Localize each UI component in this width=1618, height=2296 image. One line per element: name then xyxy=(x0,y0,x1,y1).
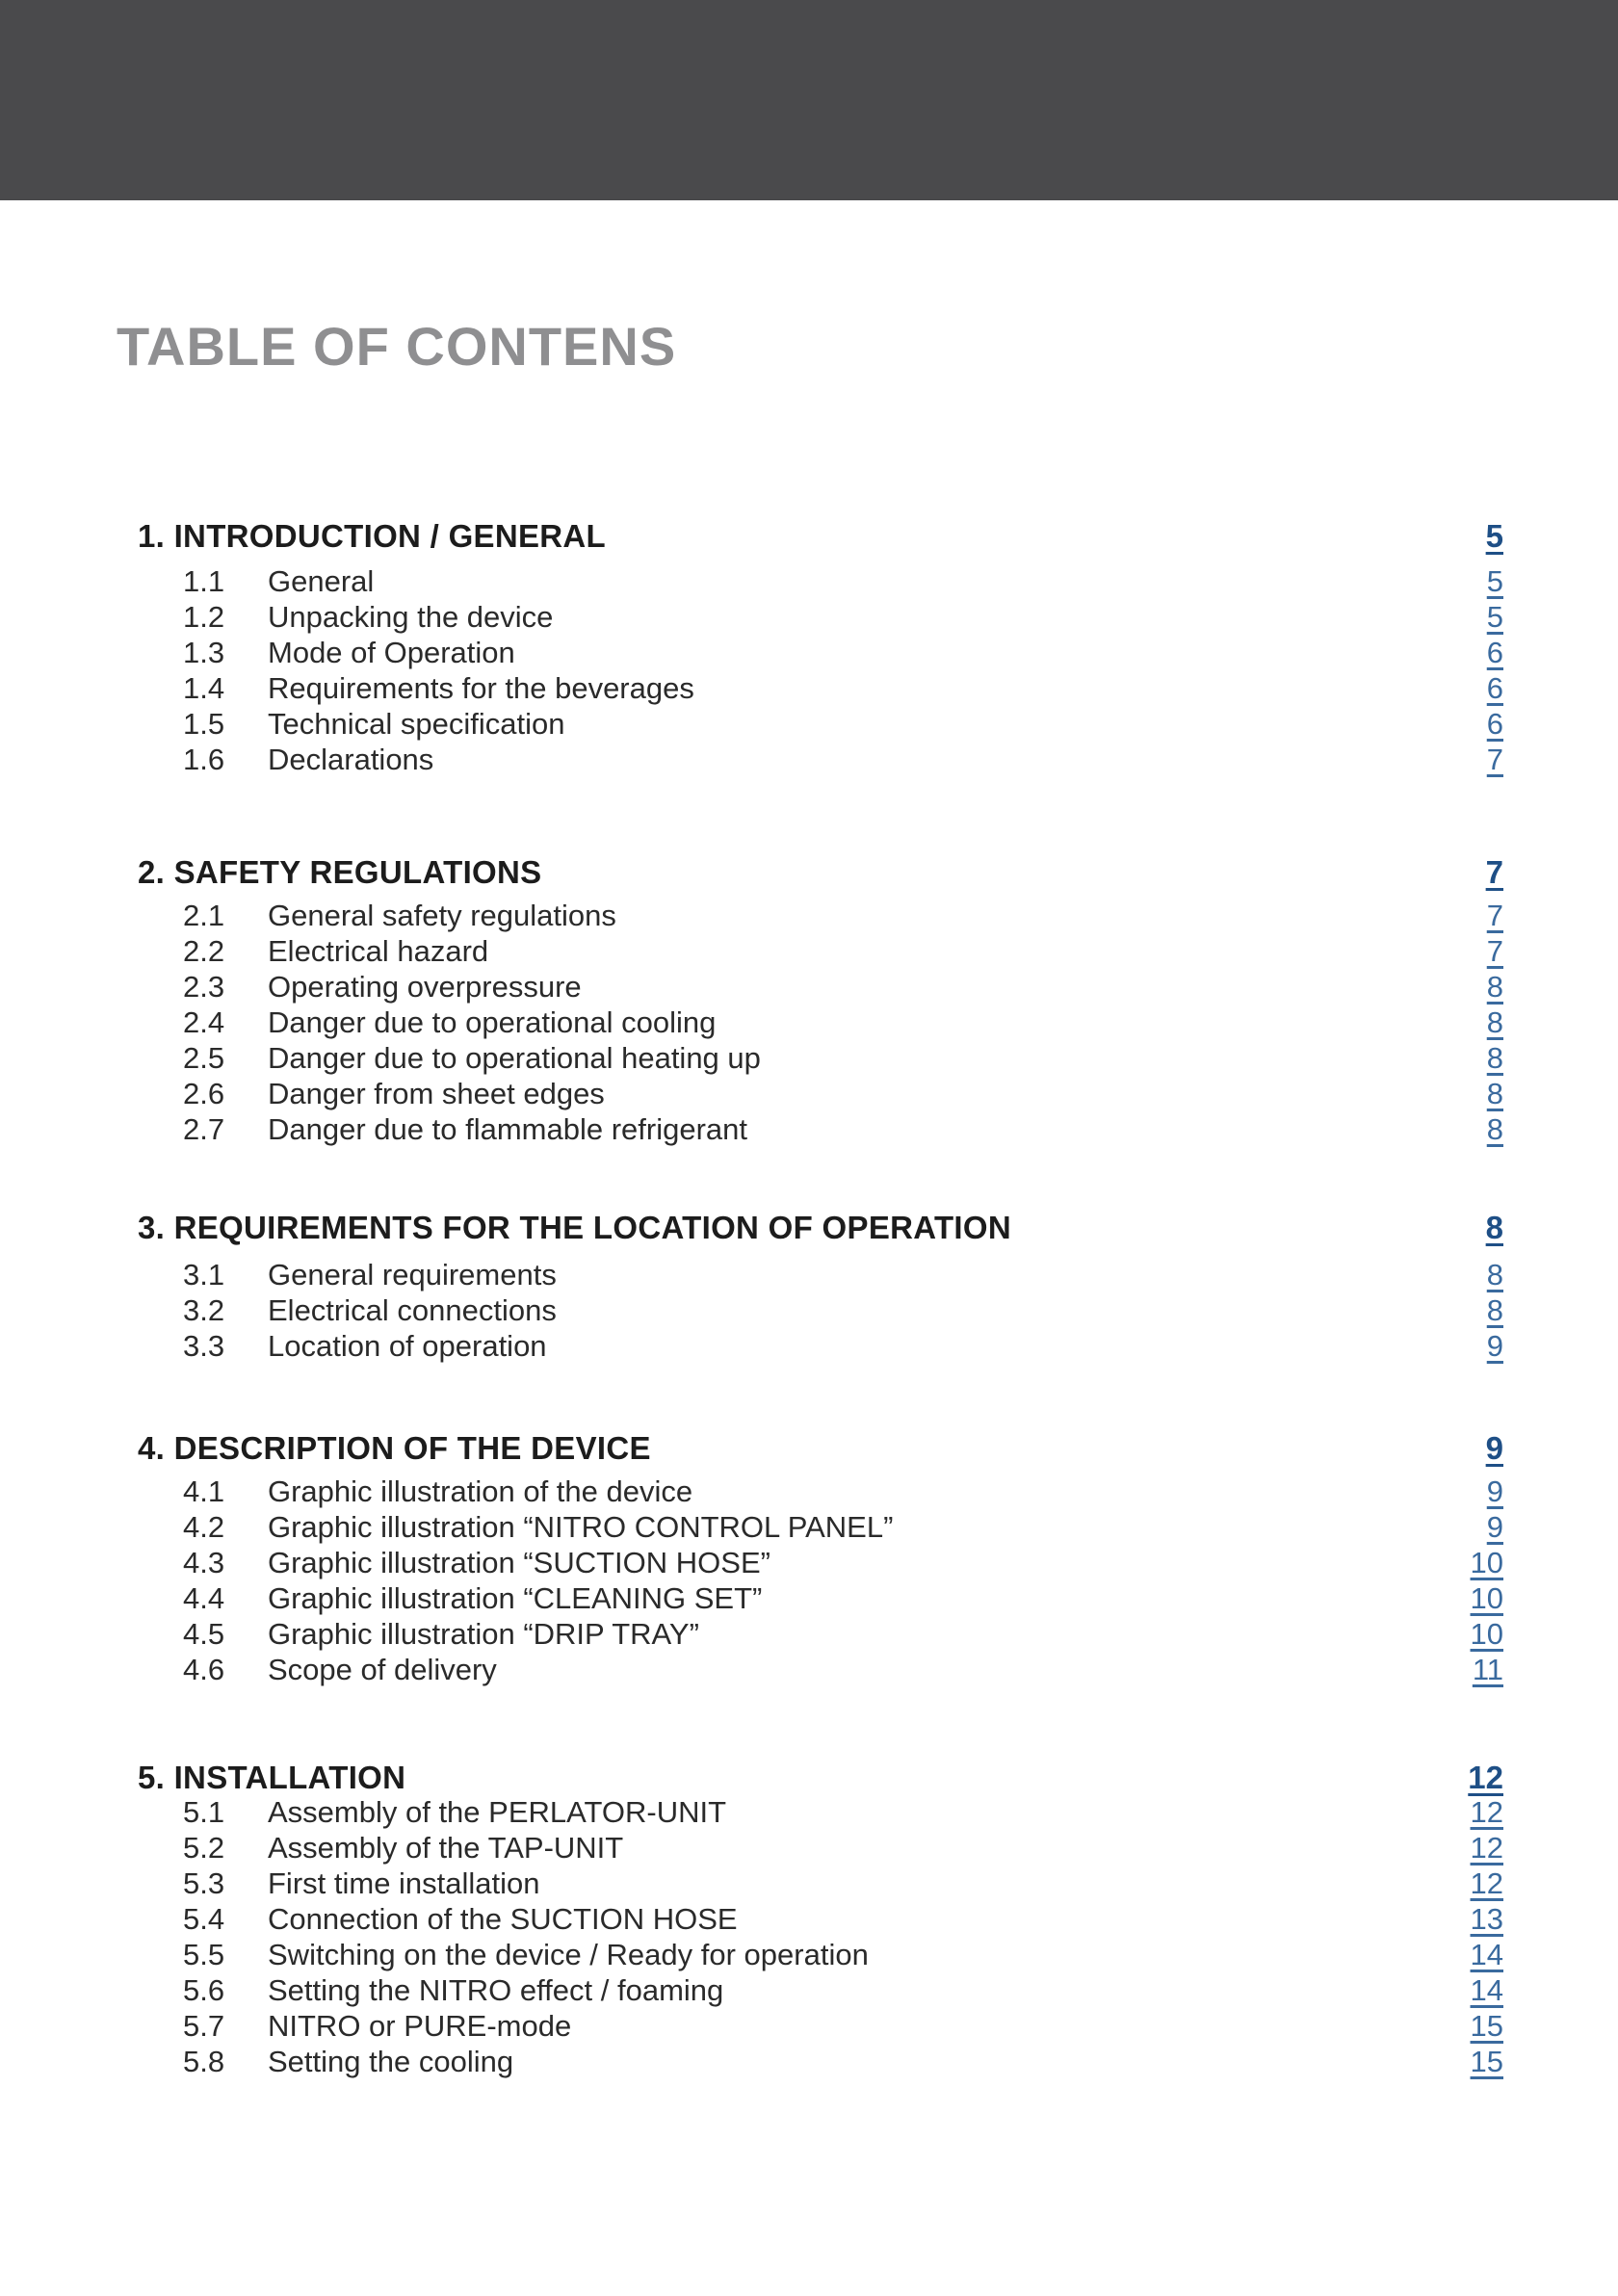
item-number: 5.7 xyxy=(183,2009,225,2043)
item-title[interactable]: Graphic illustration “SUCTION HOSE” xyxy=(268,1546,770,1579)
item-number: 3.1 xyxy=(183,1258,225,1292)
item-title[interactable]: Setting the cooling xyxy=(268,2045,514,2078)
item-page-link[interactable]: 14 xyxy=(1470,1938,1503,1971)
toc-item[interactable] xyxy=(0,1866,1618,1901)
item-number: 4.5 xyxy=(183,1617,225,1651)
toc-item[interactable] xyxy=(0,1257,1618,1292)
toc-item[interactable] xyxy=(0,670,1618,706)
item-title[interactable]: Switching on the device / Ready for operation xyxy=(268,1938,869,1971)
item-title[interactable]: Electrical connections xyxy=(268,1293,557,1327)
item-page-link[interactable]: 8 xyxy=(1486,1005,1503,1039)
toc-item[interactable] xyxy=(0,2044,1618,2079)
item-title[interactable]: Graphic illustration of the device xyxy=(268,1474,693,1508)
toc-item[interactable] xyxy=(0,1830,1618,1866)
item-number: 4.2 xyxy=(183,1510,225,1544)
item-page-link[interactable]: 8 xyxy=(1486,1112,1503,1146)
section-page-link[interactable]: 7 xyxy=(1485,854,1503,890)
item-number: 1.2 xyxy=(183,600,225,634)
item-page-link[interactable]: 5 xyxy=(1486,600,1503,634)
item-title[interactable]: Unpacking the device xyxy=(268,600,554,634)
toc-item[interactable] xyxy=(0,1652,1618,1687)
item-number: 4.1 xyxy=(183,1474,225,1508)
item-number: 1.4 xyxy=(183,671,225,705)
item-number: 5.8 xyxy=(183,2045,225,2078)
item-page-link[interactable]: 7 xyxy=(1486,743,1503,776)
item-number: 1.1 xyxy=(183,564,225,598)
toc-item[interactable] xyxy=(0,1474,1618,1509)
toc-item[interactable] xyxy=(0,563,1618,599)
item-page-link[interactable]: 9 xyxy=(1486,1329,1503,1363)
item-page-link[interactable]: 9 xyxy=(1486,1474,1503,1508)
item-title[interactable]: Scope of delivery xyxy=(268,1653,497,1686)
item-title[interactable]: Danger due to flammable refrigerant xyxy=(268,1112,747,1146)
toc-item[interactable] xyxy=(0,1580,1618,1616)
item-page-link[interactable]: 8 xyxy=(1486,970,1503,1004)
toc-item[interactable] xyxy=(0,742,1618,777)
item-number: 5.1 xyxy=(183,1795,225,1829)
item-title[interactable]: First time installation xyxy=(268,1866,540,1900)
item-number: 3.2 xyxy=(183,1293,225,1327)
item-title[interactable]: Graphic illustration “DRIP TRAY” xyxy=(268,1617,699,1651)
item-number: 1.6 xyxy=(183,743,225,776)
item-page-link[interactable]: 8 xyxy=(1486,1041,1503,1075)
section-heading[interactable]: 1. INTRODUCTION / GENERAL xyxy=(138,518,607,554)
item-number: 2.6 xyxy=(183,1077,225,1110)
item-page-link[interactable]: 10 xyxy=(1470,1546,1503,1579)
section-heading[interactable]: 5. INSTALLATION xyxy=(138,1760,406,1795)
item-page-link[interactable]: 8 xyxy=(1486,1293,1503,1327)
toc-item[interactable] xyxy=(0,1111,1618,1147)
toc-item[interactable] xyxy=(0,1794,1618,1830)
toc-item[interactable] xyxy=(0,2008,1618,2044)
item-page-link[interactable]: 7 xyxy=(1486,899,1503,932)
item-page-link[interactable]: 14 xyxy=(1470,1973,1503,2007)
toc-item[interactable] xyxy=(0,1328,1618,1364)
item-title[interactable]: Electrical hazard xyxy=(268,934,489,968)
item-title[interactable]: Graphic illustration “NITRO CONTROL PANEL” xyxy=(268,1510,894,1544)
item-page-link[interactable]: 9 xyxy=(1486,1510,1503,1544)
item-number: 4.6 xyxy=(183,1653,225,1686)
item-number: 2.7 xyxy=(183,1112,225,1146)
item-title[interactable]: Connection of the SUCTION HOSE xyxy=(268,1902,738,1936)
item-number: 5.6 xyxy=(183,1973,225,2007)
item-title[interactable]: NITRO or PURE-mode xyxy=(268,2009,572,2043)
item-page-link[interactable]: 12 xyxy=(1470,1795,1503,1829)
item-number: 2.2 xyxy=(183,934,225,968)
toc-item[interactable] xyxy=(0,1040,1618,1076)
item-number: 1.3 xyxy=(183,636,225,669)
item-page-link[interactable]: 6 xyxy=(1486,671,1503,705)
toc-item[interactable] xyxy=(0,969,1618,1004)
toc-item[interactable] xyxy=(0,1616,1618,1652)
item-title[interactable]: Location of operation xyxy=(268,1329,547,1363)
item-number: 4.4 xyxy=(183,1581,225,1615)
item-title[interactable]: Danger due to operational heating up xyxy=(268,1041,761,1075)
item-title[interactable]: Graphic illustration “CLEANING SET” xyxy=(268,1581,763,1615)
page-title: TABLE OF CONTENS xyxy=(117,316,677,377)
item-page-link[interactable]: 6 xyxy=(1486,707,1503,741)
item-page-link[interactable]: 10 xyxy=(1470,1617,1503,1651)
item-title[interactable]: General xyxy=(268,564,375,598)
item-page-link[interactable]: 5 xyxy=(1486,564,1503,598)
toc-item[interactable] xyxy=(0,1292,1618,1328)
item-title[interactable]: Assembly of the TAP-UNIT xyxy=(268,1831,624,1865)
item-page-link[interactable]: 15 xyxy=(1470,2045,1503,2078)
item-number: 5.3 xyxy=(183,1866,225,1900)
section-heading[interactable]: 3. REQUIREMENTS FOR THE LOCATION OF OPERATION xyxy=(138,1210,1011,1245)
item-title[interactable]: Danger due to operational cooling xyxy=(268,1005,717,1039)
item-title[interactable]: Mode of Operation xyxy=(268,636,515,669)
item-number: 3.3 xyxy=(183,1329,225,1363)
item-title[interactable]: General safety regulations xyxy=(268,899,616,932)
item-page-link[interactable]: 7 xyxy=(1486,934,1503,968)
toc-item[interactable] xyxy=(0,599,1618,635)
section-page-link[interactable]: 12 xyxy=(1468,1760,1503,1795)
toc-item[interactable] xyxy=(0,1545,1618,1580)
item-title[interactable]: Operating overpressure xyxy=(268,970,582,1004)
section-page-link[interactable]: 5 xyxy=(1485,518,1503,554)
toc-item[interactable] xyxy=(0,1972,1618,2008)
section-page-link[interactable]: 9 xyxy=(1485,1430,1503,1466)
toc-item[interactable] xyxy=(0,933,1618,969)
toc-item[interactable] xyxy=(0,1076,1618,1111)
item-number: 2.5 xyxy=(183,1041,225,1075)
item-page-link[interactable]: 10 xyxy=(1470,1581,1503,1615)
item-title[interactable]: Danger from sheet edges xyxy=(268,1077,605,1110)
toc-section-heading-row[interactable] xyxy=(0,1429,1618,1465)
item-number: 5.4 xyxy=(183,1902,225,1936)
toc-item[interactable] xyxy=(0,1901,1618,1937)
item-number: 5.5 xyxy=(183,1938,225,1971)
item-number: 4.3 xyxy=(183,1546,225,1579)
item-title[interactable]: Declarations xyxy=(268,743,434,776)
toc-section-heading-row[interactable] xyxy=(0,1759,1618,1794)
item-page-link[interactable]: 15 xyxy=(1470,2009,1503,2043)
toc-item[interactable] xyxy=(0,1509,1618,1545)
item-page-link[interactable]: 8 xyxy=(1486,1258,1503,1292)
item-title[interactable]: Assembly of the PERLATOR-UNIT xyxy=(268,1795,727,1829)
item-number: 1.5 xyxy=(183,707,225,741)
section-heading[interactable]: 4. DESCRIPTION OF THE DEVICE xyxy=(138,1430,651,1466)
item-title[interactable]: Requirements for the beverages xyxy=(268,671,694,705)
item-page-link[interactable]: 11 xyxy=(1472,1653,1503,1686)
section-page-link[interactable]: 8 xyxy=(1485,1210,1503,1245)
section-heading[interactable]: 2. SAFETY REGULATIONS xyxy=(138,854,542,890)
item-number: 5.2 xyxy=(183,1831,225,1865)
item-page-link[interactable]: 12 xyxy=(1470,1866,1503,1900)
toc-section-heading-row[interactable] xyxy=(0,517,1618,553)
item-page-link[interactable]: 12 xyxy=(1470,1831,1503,1865)
toc-section-heading-row[interactable] xyxy=(0,1209,1618,1244)
item-number: 2.4 xyxy=(183,1005,225,1039)
toc-item[interactable] xyxy=(0,1937,1618,1972)
toc-item[interactable] xyxy=(0,635,1618,670)
item-title[interactable]: General requirements xyxy=(268,1258,557,1292)
toc-item[interactable] xyxy=(0,706,1618,742)
item-page-link[interactable]: 6 xyxy=(1486,636,1503,669)
toc-item[interactable] xyxy=(0,898,1618,933)
item-title[interactable]: Setting the NITRO effect / foaming xyxy=(268,1973,724,2007)
item-number: 2.3 xyxy=(183,970,225,1004)
item-title[interactable]: Technical specification xyxy=(268,707,565,741)
toc-section-heading-row[interactable] xyxy=(0,853,1618,889)
item-page-link[interactable]: 13 xyxy=(1470,1902,1503,1936)
item-page-link[interactable]: 8 xyxy=(1486,1077,1503,1110)
item-number: 2.1 xyxy=(183,899,225,932)
toc-item[interactable] xyxy=(0,1004,1618,1040)
